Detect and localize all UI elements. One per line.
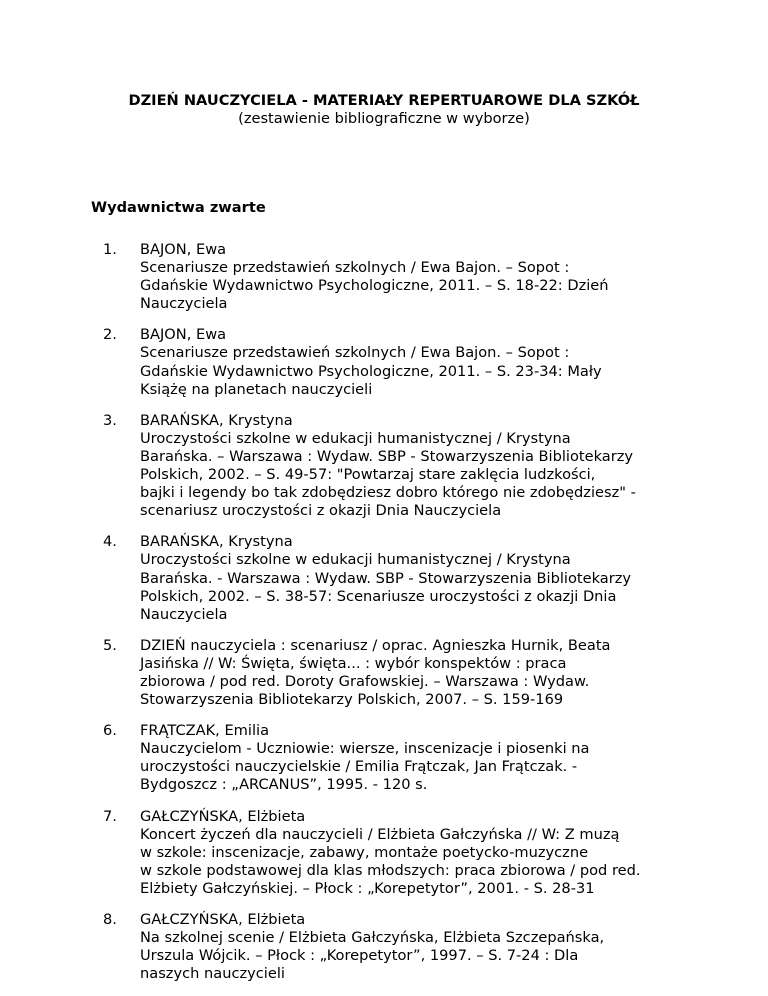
- entry-author: FRĄTCZAK, Emilia: [140, 722, 270, 740]
- entry-number: 2.: [103, 326, 117, 344]
- entry-author: BAJON, Ewa: [140, 241, 227, 258]
- list-item: [0, 241, 768, 313]
- list-item: [0, 326, 768, 398]
- entry-number: 1.: [103, 241, 117, 258]
- page-title: DZIEŃ NAUCZYCIELA - MATERIAŁY REPERTUAROWE DLA SZKÓŁ: [128, 92, 640, 109]
- entry-number: 5.: [103, 636, 117, 654]
- entry-number: 6.: [103, 722, 117, 740]
- entry-author: BARAŃSKA, Krystyna: [140, 411, 293, 429]
- entry-number: 4.: [103, 533, 117, 551]
- entry-number: 8.: [103, 911, 117, 928]
- entry-number: 7.: [103, 807, 117, 825]
- entry-number: 3.: [103, 411, 117, 429]
- entry-author: DZIEŃ nauczyciela : scenariusz / oprac. Agnieszka Hurnik, Beata: [140, 636, 611, 654]
- page-subtitle: (zestawienie bibliograficzne w wyborze): [238, 110, 530, 127]
- list-item: [0, 911, 768, 983]
- section-heading: Wydawnictwa zwarte: [91, 199, 266, 216]
- entry-author: BARAŃSKA, Krystyna: [140, 533, 293, 551]
- list-item: [0, 637, 768, 709]
- entry-description: Scenariusze przedstawień szkolnych / Ewa Bajon. – Sopot : Gdańskie Wydawnictwo Psychologiczne, 2011. – S. 23-34: Mały Książę na planetach nauczycieli: [140, 344, 602, 398]
- entry-author: BAJON, Ewa: [140, 326, 227, 344]
- entry-description: Jasińska // W: Święta, święta... : wybór konspektów : praca zbiorowa / pod red. Doroty Grafowskiej. – Warszawa : Wydaw. Stowarzyszenia Bibliotekarzy Polskich, 2007. – S. 159-169: [140, 654, 590, 709]
- list-item: [0, 412, 768, 521]
- bibliography-list: [0, 241, 768, 996]
- entry-author: GAŁCZYŃSKA, Elżbieta: [140, 807, 306, 825]
- entry-description: Uroczystości szkolne w edukacji humanistycznej / Krystyna Barańska. - Warszawa : Wydaw. SBP - Stowarzyszenia Bibliotekarzy Polskich, 2002. – S. 38-57: Scenariusze uroczystości z okazji Dnia Nauczyciela: [140, 551, 632, 623]
- entry-description: Na szkolnej scenie / Elżbieta Gałczyńska, Elżbieta Szczepańska, Urszula Wójcik. – Płock : „Korepetytor”, 1997. – S. 7-24 : Dla naszych nauczycieli: [140, 929, 605, 983]
- list-item: [0, 533, 768, 623]
- entry-description: Koncert życzeń dla nauczycieli / Elżbieta Gałczyńska // W: Z muzą w szkole: inscenizacje, zabawy, montaże poetycko-muzyczne w szkole podstawowej dla klas młodszych: praca zbiorowa / pod red. Elżbiety Gałczyńskiej. – Płock : „Korepetytor”, 2001. - S. 28-31: [140, 825, 641, 897]
- entry-description: Uroczystości szkolne w edukacji humanistycznej / Krystyna Barańska. – Warszawa : Wydaw. SBP - Stowarzyszenia Bibliotekarzy Polskich, 2002. – S. 49-57: "Powtarzaj stare zaklęcia ludzkości, bajki i legendy bo tak zdobędziesz dobro którego nie zdobędziesz" - scenariusz uroczystości z okazji Dnia Nauczyciela: [140, 429, 636, 520]
- entry-description: Nauczycielom - Uczniowie: wiersze, inscenizacje i piosenki na uroczystości nauczycielskie / Emilia Frątczak, Jan Frątczak. - Bydgoszcz : „ARCANUS”, 1995. - 120 s.: [140, 740, 590, 794]
- entry-author: GAŁCZYŃSKA, Elżbieta: [140, 911, 306, 928]
- list-item: [0, 808, 768, 898]
- entry-description: Scenariusze przedstawień szkolnych / Ewa Bajon. – Sopot : Gdańskie Wydawnictwo Psychologiczne, 2011. – S. 18-22: Dzień Nauczyciela: [140, 259, 609, 313]
- list-item: [0, 722, 768, 794]
